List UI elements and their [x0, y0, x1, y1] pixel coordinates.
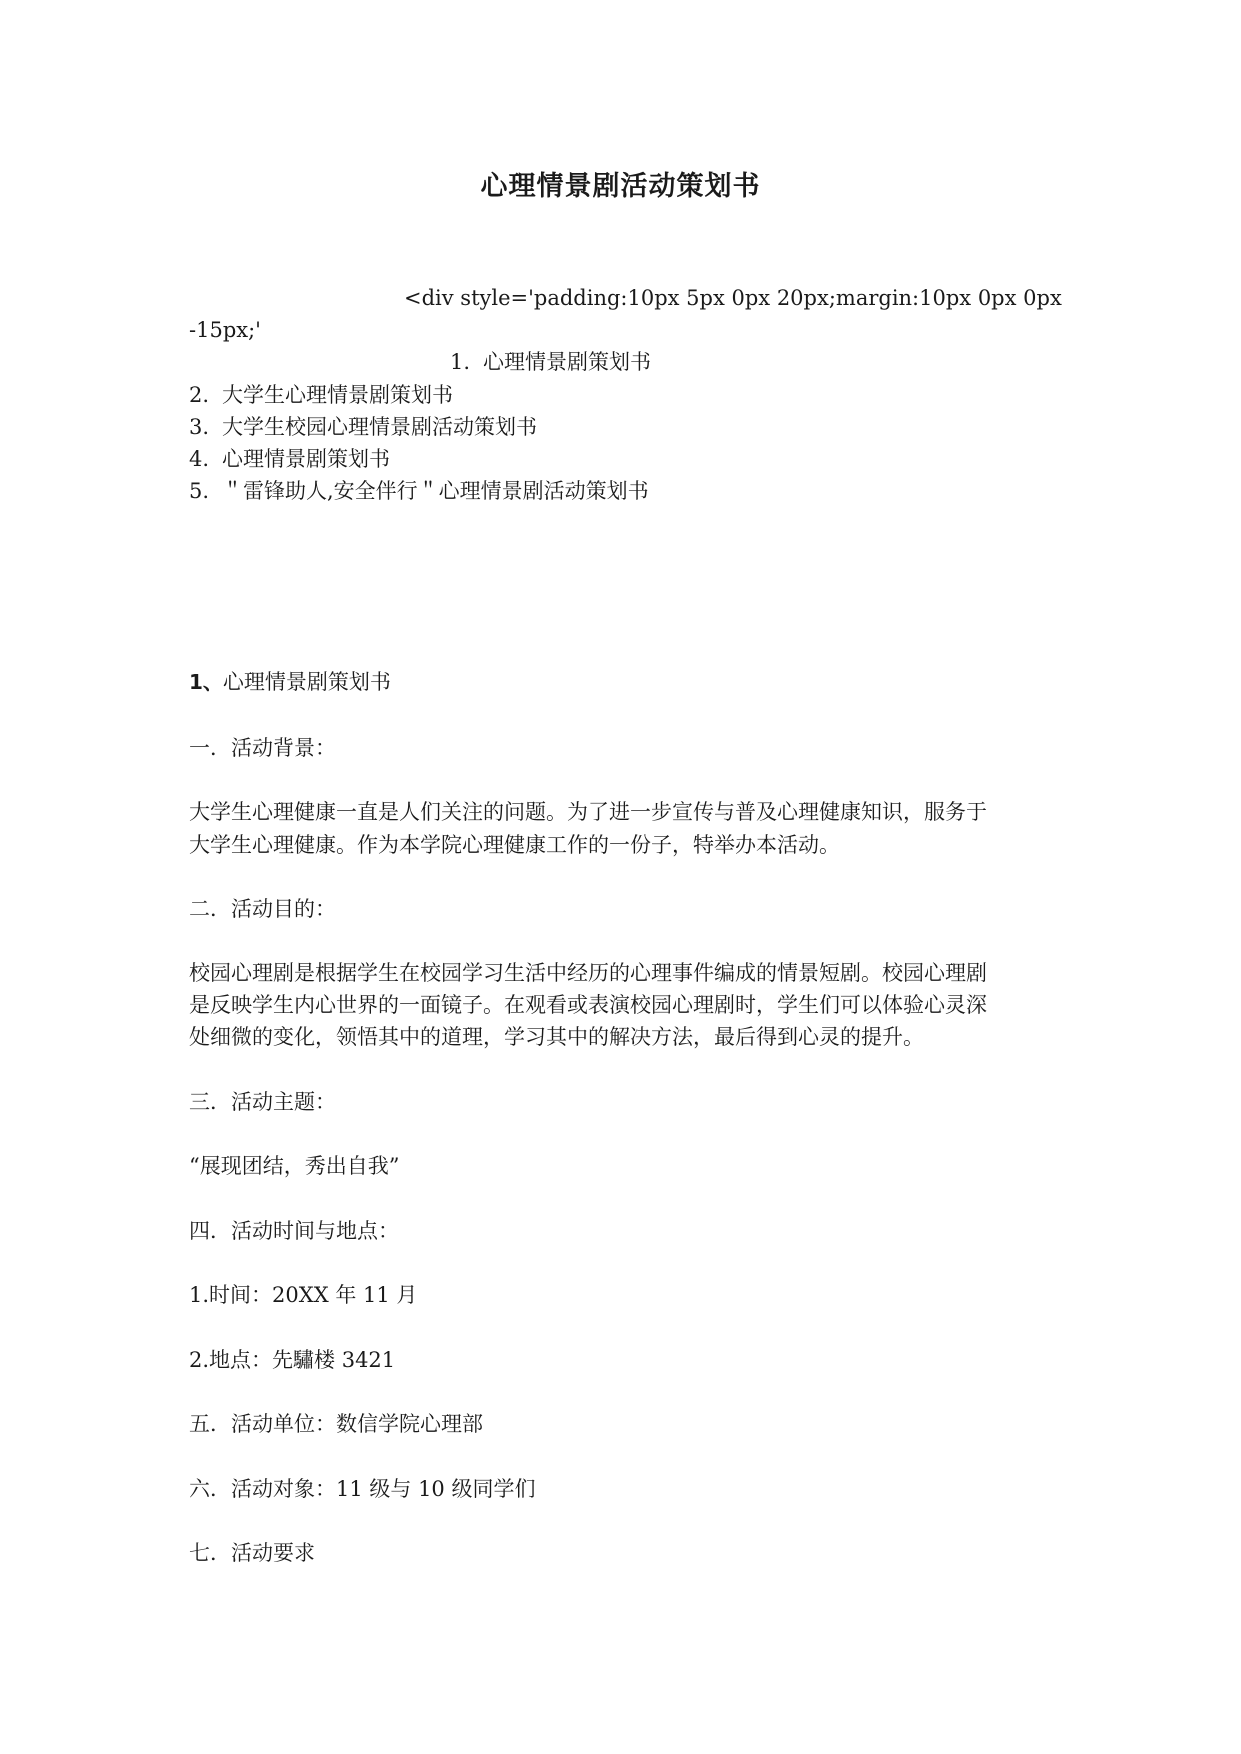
theme-heading: 三．活动主题： — [189, 1090, 336, 1114]
toc-item-number: 1. — [450, 350, 471, 374]
toc-item-number: 4. — [189, 447, 210, 471]
section-number: 1、 — [189, 670, 223, 694]
goal-paragraph-line-2: 是反映学生内心世界的一面镜子。在观看或表演校园心理剧时，学生们可以体验心灵深 — [189, 993, 987, 1017]
toc-item-3 — [189, 412, 537, 442]
toc-item-number: 3. — [189, 415, 210, 439]
organizer-text: 五．活动单位：数信学院心理部 — [189, 1412, 483, 1436]
toc-item-label: ＂雷锋助人,安全伴行＂心理情景剧活动策划书 — [222, 479, 649, 503]
goal-paragraph-line-1: 校园心理剧是根据学生在校园学习生活中经历的心理事件编成的情景短剧。校园心理剧 — [189, 961, 987, 985]
toc-item-label: 心理情景剧策划书 — [483, 350, 651, 374]
requirements-heading: 七．活动要求 — [189, 1541, 315, 1565]
toc-item-label: 大学生心理情景剧策划书 — [222, 383, 453, 407]
time-place-heading: 四．活动时间与地点： — [189, 1219, 399, 1243]
code-text-line-1: <div style='padding:10px 5px 0px 20px;margin:10px 0px 0px — [404, 286, 1062, 310]
toc-item-number: 5. — [189, 479, 210, 503]
toc-item-number: 2. — [189, 383, 210, 407]
goal-heading: 二．活动目的： — [189, 897, 336, 921]
section-heading — [189, 667, 391, 697]
time-text: 1.时间：20XX 年 11 月 — [189, 1283, 418, 1307]
background-paragraph-line-1: 大学生心理健康一直是人们关注的问题。为了进一步宣传与普及心理健康知识，服务于 — [189, 800, 987, 824]
place-text: 2.地点：先驌楼 3421 — [189, 1348, 396, 1372]
goal-paragraph-line-3: 处细微的变化，领悟其中的道理，学习其中的解决方法，最后得到心灵的提升。 — [189, 1025, 924, 1049]
toc-item-4 — [189, 444, 390, 474]
toc-item-2 — [189, 380, 453, 410]
toc-item-1 — [450, 347, 651, 377]
background-paragraph-line-2: 大学生心理健康。作为本学院心理健康工作的一份子，特举办本活动。 — [189, 833, 840, 857]
code-text-line-2: -15px;' — [189, 318, 261, 342]
theme-text: “展现团结，秀出自我” — [189, 1154, 400, 1178]
toc-item-label: 大学生校园心理情景剧活动策划书 — [222, 415, 537, 439]
audience-text: 六．活动对象：11 级与 10 级同学们 — [189, 1477, 536, 1501]
toc-item-5 — [189, 476, 649, 506]
toc-item-label: 心理情景剧策划书 — [222, 447, 390, 471]
background-heading: 一．活动背景： — [189, 736, 336, 760]
section-heading-text: 心理情景剧策划书 — [222, 670, 391, 694]
document-title: 心理情景剧活动策划书 — [480, 171, 761, 202]
